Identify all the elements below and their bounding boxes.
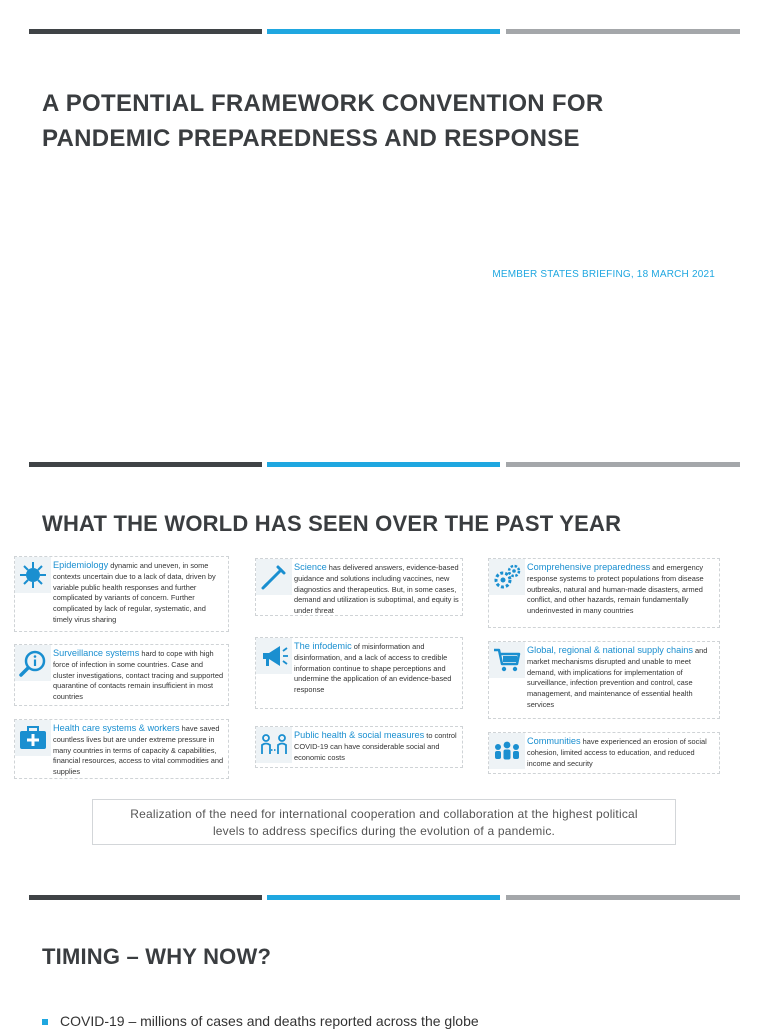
megaphone-icon — [256, 638, 292, 674]
syringe-icon — [256, 559, 292, 595]
callout-line1: Realization of the need for international cooperation and collaboration at the highest political — [130, 807, 638, 821]
card-surveillance-heading: Surveillance systems — [53, 648, 140, 658]
card-surveillance — [14, 644, 229, 706]
card-surveillance-text — [53, 648, 225, 703]
slide3-title: TIMING – WHY NOW? — [42, 944, 272, 969]
card-communities-body: have experienced an erosion of social cohesion, limited access to education, and reduced income and security — [527, 737, 707, 768]
card-supply-text — [527, 645, 716, 711]
stripe-blue-segment — [267, 462, 500, 467]
callout-line2: levels to address specifics during the evolution of a pandemic. — [212, 824, 556, 838]
stripe-grey-segment — [506, 895, 740, 900]
card-healthcare-body: have saved countless lives but are under extreme pressure in many countries in terms of capacity & capabilities, financial resources, access to vital commodities and supplies — [53, 724, 224, 777]
virus-icon — [15, 557, 51, 593]
slide1-title-line1: A POTENTIAL FRAMEWORK CONVENTION FOR — [42, 90, 604, 117]
slide3-bullet-text: COVID-19 – millions of cases and deaths reported across the globe — [60, 1013, 479, 1029]
slide1-title — [42, 86, 732, 156]
card-epidemiology-heading: Epidemiology — [53, 560, 109, 570]
card-infodemic — [255, 637, 463, 709]
card-healthcare-text — [53, 723, 225, 778]
card-supply-body: and market mechanisms disrupted and unable to meet demand, with implications for implementation of surveillance, infection prevention and control, case management, and maintenance of essential health services — [527, 646, 708, 709]
card-epidemiology — [14, 556, 229, 632]
stripe-grey-segment — [506, 29, 740, 34]
slide1-title-line2: PANDEMIC PREPAREDNESS AND RESPONSE — [42, 125, 580, 152]
stripe-dark-segment — [29, 462, 262, 467]
card-communities-text — [527, 736, 716, 769]
stripe-blue-segment — [267, 29, 500, 34]
slide2-title: WHAT THE WORLD HAS SEEN OVER THE PAST YEAR — [42, 511, 622, 536]
bullet-square-icon — [42, 1019, 48, 1025]
card-infodemic-heading: The infodemic — [294, 641, 352, 651]
stripe-blue-segment — [267, 895, 500, 900]
card-preparedness-heading: Comprehensive preparedness — [527, 562, 651, 572]
card-science — [255, 558, 463, 616]
card-communities — [488, 732, 720, 774]
card-preparedness — [488, 558, 720, 628]
card-public-health-body: to control COVID-19 can have considerable social and economic costs — [294, 731, 457, 762]
gears-icon — [489, 559, 525, 595]
card-infodemic-text — [294, 641, 459, 696]
stripe-dark-segment — [29, 29, 262, 34]
card-supply-heading: Global, regional & national supply chains — [527, 645, 693, 655]
card-preparedness-text — [527, 562, 716, 617]
card-public-health-heading: Public health & social measures — [294, 730, 425, 740]
card-preparedness-body: and emergency response systems to protect populations from disease outbreaks, natural and human-made disasters, armed conflict, and other hazards, remain fundamentally underinvested in many countries — [527, 563, 704, 616]
cart-icon — [489, 642, 525, 678]
card-surveillance-body: hard to cope with high force of infection in some countries. Case and cluster investigations, contact tracing and supported quarantine of contacts remain insufficient in most countries — [53, 649, 224, 702]
card-epidemiology-text — [53, 560, 225, 626]
card-healthcare — [14, 719, 229, 779]
people-distancing-icon — [256, 727, 292, 763]
card-supply — [488, 641, 720, 719]
card-epidemiology-body: dynamic and uneven, in some contexts uncertain due to a lack of data, driven by variable public health responses and further complicated by variants of concern. Further complicated by lack of regular, systematic, and timely virus sharing — [53, 561, 216, 624]
stripe-grey-segment — [506, 462, 740, 467]
card-communities-heading: Communities — [527, 736, 581, 746]
slide3-bullet — [42, 1013, 479, 1029]
info-magnifier-icon — [15, 645, 51, 681]
slide1-subtitle: MEMBER STATES BRIEFING, 18 MARCH 2021 — [492, 269, 715, 280]
card-science-text — [294, 562, 459, 617]
card-infodemic-body: of misinformation and disinformation, and a lack of access to credible information continue to shape perceptions and undermine the application of an evidence-based response — [294, 642, 452, 695]
card-science-heading: Science — [294, 562, 327, 572]
card-public-health-text — [294, 730, 459, 763]
card-healthcare-heading: Health care systems & workers — [53, 723, 180, 733]
community-icon — [489, 733, 525, 769]
slide3-top-stripe — [29, 895, 740, 900]
medical-kit-icon — [15, 720, 51, 756]
cooperation-callout — [92, 799, 676, 845]
slide2-top-stripe — [29, 462, 740, 467]
slide1-top-stripe — [29, 29, 740, 34]
card-science-body: has delivered answers, evidence-based guidance and solutions including vaccines, new diagnostics and therapeutics. But, in some cases, demand and utilization is suboptimal, and equity is under threat — [294, 563, 459, 616]
stripe-dark-segment — [29, 895, 262, 900]
card-public-health — [255, 726, 463, 768]
